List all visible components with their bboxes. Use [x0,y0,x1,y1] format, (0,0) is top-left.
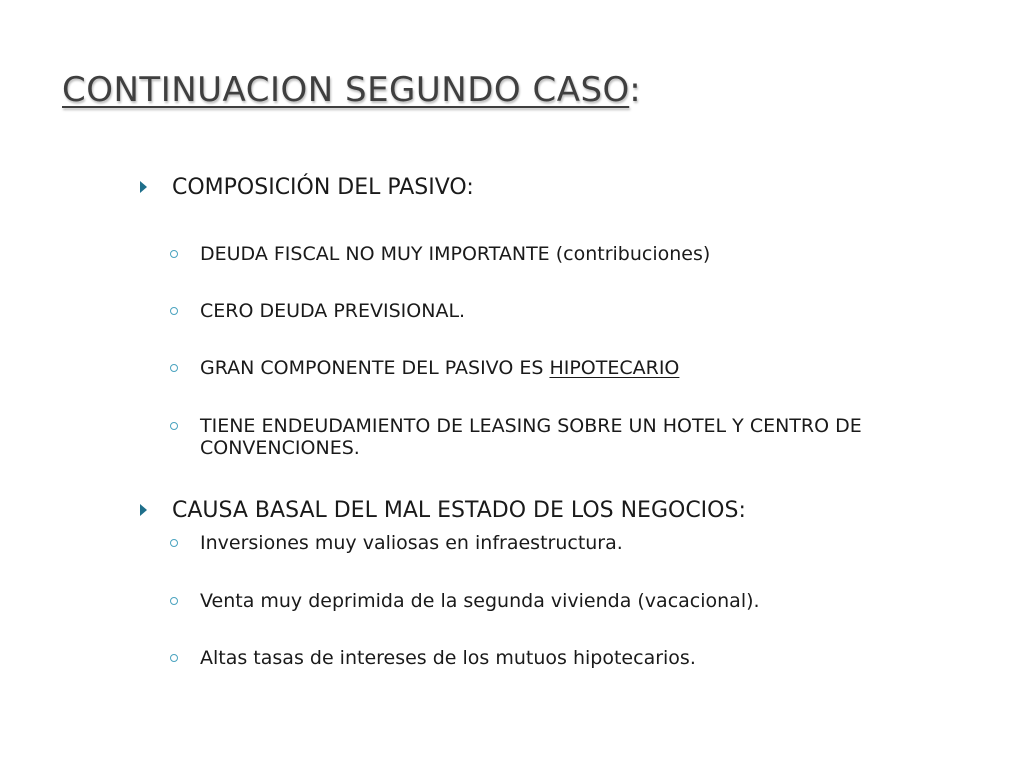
circle-bullet-icon [170,654,178,662]
circle-bullet-icon [170,364,178,372]
section-heading-colon: : [466,175,474,200]
slide-title-text: CONTINUACION SEGUNDO CASO [62,70,630,110]
list-item-text: Altas tasas de intereses de los mutuos hipotecarios. [200,647,696,669]
slide-title-colon: : [629,70,642,110]
list-item-text: DEUDA FISCAL NO MUY IMPORTANTE (contribuciones) [200,243,711,265]
list-item-text: Venta muy deprimida de la segunda vivienda (vacacional). [200,590,760,612]
arrow-bullet-icon [140,181,147,193]
circle-bullet-icon [170,597,178,605]
section-heading-colon: : [738,498,746,523]
list-item-text: CERO DEUDA PREVISIONAL. [200,300,466,322]
arrow-bullet-icon [140,504,147,516]
circle-bullet-icon [170,422,178,430]
circle-bullet-icon [170,539,178,547]
list-item-text-prefix: GRAN COMPONENTE DEL PASIVO ES [200,357,550,379]
section-heading-text: CAUSA BASAL DEL MAL ESTADO DE LOS NEGOCIOS [172,498,739,523]
circle-bullet-icon [170,307,178,315]
section-heading-text: COMPOSICIÓN DEL PASIVO [172,175,467,200]
list-item-text: Inversiones muy valiosas en infraestructura. [200,532,623,554]
list-item-underlined-term: HIPOTECARIO [549,357,680,379]
circle-bullet-icon [170,250,178,258]
list-item-text [200,357,920,379]
list-item-text: TIENE ENDEUDAMIENTO DE LEASING SOBRE UN HOTEL Y CENTRO DE CONVENCIONES. [200,415,862,459]
